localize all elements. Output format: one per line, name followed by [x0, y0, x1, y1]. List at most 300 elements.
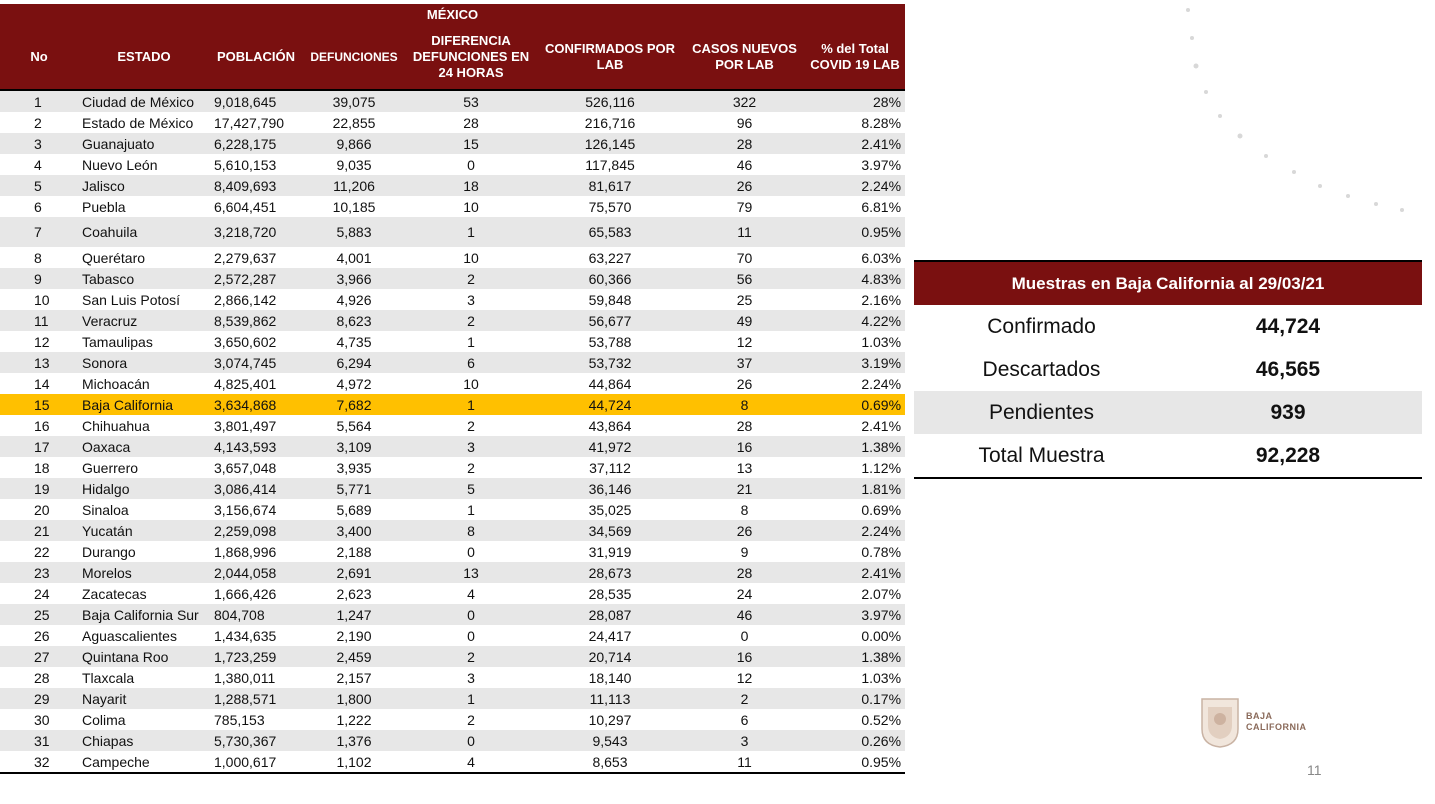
cell-casos-nuevos: 70 [684, 247, 805, 268]
covid-states-table [0, 4, 905, 774]
cell-confirmados: 34,569 [536, 520, 684, 541]
table-row [0, 730, 905, 751]
table-row [0, 310, 905, 331]
cell-poblacion: 3,801,497 [210, 415, 302, 436]
table-row [0, 499, 905, 520]
baja-california-logo [1198, 695, 1307, 749]
cell-confirmados: 9,543 [536, 730, 684, 751]
samples-row-confirmado [914, 305, 1422, 348]
cell-confirmados: 59,848 [536, 289, 684, 310]
cell-casos-nuevos: 3 [684, 730, 805, 751]
cell-casos-nuevos: 25 [684, 289, 805, 310]
cell-casos-nuevos: 28 [684, 415, 805, 436]
cell-pct-total: 2.16% [805, 289, 905, 310]
table-row [0, 247, 905, 268]
cell-estado: Puebla [78, 196, 210, 217]
cell-defunciones: 2,623 [302, 583, 406, 604]
cell-defunciones: 5,689 [302, 499, 406, 520]
logo-line-2: CALIFORNIA [1246, 722, 1307, 732]
table-row [0, 196, 905, 217]
cell-no: 28 [0, 667, 78, 688]
cell-diferencia: 3 [406, 667, 536, 688]
table-row [0, 394, 905, 415]
table-row [0, 562, 905, 583]
cell-casos-nuevos: 13 [684, 457, 805, 478]
cell-diferencia: 3 [406, 289, 536, 310]
cell-no: 15 [0, 394, 78, 415]
cell-estado: Durango [78, 541, 210, 562]
cell-casos-nuevos: 6 [684, 709, 805, 730]
cell-casos-nuevos: 37 [684, 352, 805, 373]
cell-diferencia: 18 [406, 175, 536, 196]
cell-confirmados: 20,714 [536, 646, 684, 667]
samples-panel-title: Muestras en Baja California al 29/03/21 [914, 262, 1422, 305]
table-row [0, 217, 905, 247]
table-title: MÉXICO [0, 4, 905, 25]
cell-pct-total: 0.26% [805, 730, 905, 751]
cell-estado: Estado de México [78, 112, 210, 133]
cell-no: 8 [0, 247, 78, 268]
cell-confirmados: 526,116 [536, 90, 684, 112]
logo-line-1: BAJA [1246, 711, 1273, 721]
cell-diferencia: 1 [406, 331, 536, 352]
cell-confirmados: 65,583 [536, 217, 684, 247]
samples-label: Confirmado [987, 314, 1096, 338]
cell-estado: Baja California [78, 394, 210, 415]
cell-pct-total: 0.95% [805, 751, 905, 773]
cell-confirmados: 60,366 [536, 268, 684, 289]
table-row [0, 646, 905, 667]
cell-casos-nuevos: 56 [684, 268, 805, 289]
cell-no: 5 [0, 175, 78, 196]
cell-diferencia: 1 [406, 688, 536, 709]
cell-defunciones: 2,190 [302, 625, 406, 646]
cell-estado: Chiapas [78, 730, 210, 751]
cell-pct-total: 1.03% [805, 331, 905, 352]
cell-estado: Quintana Roo [78, 646, 210, 667]
cell-poblacion: 785,153 [210, 709, 302, 730]
cell-poblacion: 4,825,401 [210, 373, 302, 394]
cell-estado: Jalisco [78, 175, 210, 196]
cell-casos-nuevos: 11 [684, 217, 805, 247]
cell-confirmados: 63,227 [536, 247, 684, 268]
cell-no: 22 [0, 541, 78, 562]
header-no: No [0, 25, 78, 90]
cell-estado: Nuevo León [78, 154, 210, 175]
cell-defunciones: 3,935 [302, 457, 406, 478]
cell-no: 24 [0, 583, 78, 604]
table-row [0, 604, 905, 625]
cell-diferencia: 1 [406, 499, 536, 520]
cell-no: 30 [0, 709, 78, 730]
cell-confirmados: 216,716 [536, 112, 684, 133]
table-row [0, 154, 905, 175]
cell-no: 16 [0, 415, 78, 436]
header-pct-total: % del Total COVID 19 LAB [805, 25, 905, 90]
table-row [0, 331, 905, 352]
header-confirmados: CONFIRMADOS POR LAB [536, 25, 684, 90]
cell-diferencia: 4 [406, 751, 536, 773]
cell-confirmados: 44,724 [536, 394, 684, 415]
cell-estado: Baja California Sur [78, 604, 210, 625]
cell-poblacion: 2,572,287 [210, 268, 302, 289]
cell-diferencia: 13 [406, 562, 536, 583]
cell-estado: Chihuahua [78, 415, 210, 436]
table-row [0, 268, 905, 289]
cell-pct-total: 2.24% [805, 175, 905, 196]
cell-defunciones: 1,247 [302, 604, 406, 625]
cell-defunciones: 4,735 [302, 331, 406, 352]
cell-pct-total: 2.24% [805, 373, 905, 394]
cell-confirmados: 8,653 [536, 751, 684, 773]
cell-confirmados: 28,673 [536, 562, 684, 583]
cell-no: 19 [0, 478, 78, 499]
cell-poblacion: 8,409,693 [210, 175, 302, 196]
table-row [0, 373, 905, 394]
cell-no: 23 [0, 562, 78, 583]
cell-poblacion: 1,666,426 [210, 583, 302, 604]
cell-no: 18 [0, 457, 78, 478]
cell-confirmados: 11,113 [536, 688, 684, 709]
cell-defunciones: 1,102 [302, 751, 406, 773]
cell-poblacion: 5,610,153 [210, 154, 302, 175]
cell-defunciones: 7,682 [302, 394, 406, 415]
cell-diferencia: 1 [406, 217, 536, 247]
cell-defunciones: 1,800 [302, 688, 406, 709]
cell-casos-nuevos: 16 [684, 646, 805, 667]
cell-pct-total: 6.81% [805, 196, 905, 217]
cell-diferencia: 2 [406, 709, 536, 730]
cell-no: 6 [0, 196, 78, 217]
cell-defunciones: 5,564 [302, 415, 406, 436]
cell-defunciones: 22,855 [302, 112, 406, 133]
cell-no: 3 [0, 133, 78, 154]
baja-california-samples-panel [914, 260, 1422, 479]
cell-estado: Colima [78, 709, 210, 730]
cell-pct-total: 1.38% [805, 436, 905, 457]
cell-estado: Hidalgo [78, 478, 210, 499]
cell-confirmados: 35,025 [536, 499, 684, 520]
page-number: 11 [1307, 762, 1322, 778]
cell-casos-nuevos: 26 [684, 373, 805, 394]
cell-no: 17 [0, 436, 78, 457]
cell-no: 27 [0, 646, 78, 667]
cell-poblacion: 3,218,720 [210, 217, 302, 247]
cell-diferencia: 2 [406, 457, 536, 478]
cell-diferencia: 0 [406, 604, 536, 625]
decorative-dots [1170, 0, 1430, 230]
table-row [0, 289, 905, 310]
cell-pct-total: 4.22% [805, 310, 905, 331]
cell-poblacion: 1,868,996 [210, 541, 302, 562]
cell-defunciones: 1,376 [302, 730, 406, 751]
cell-casos-nuevos: 12 [684, 667, 805, 688]
cell-pct-total: 1.81% [805, 478, 905, 499]
table-row [0, 541, 905, 562]
table-row [0, 112, 905, 133]
cell-poblacion: 3,650,602 [210, 331, 302, 352]
header-estado: ESTADO [78, 25, 210, 90]
cell-poblacion: 2,866,142 [210, 289, 302, 310]
cell-confirmados: 10,297 [536, 709, 684, 730]
cell-diferencia: 2 [406, 310, 536, 331]
cell-casos-nuevos: 8 [684, 394, 805, 415]
samples-label: Total Muestra [978, 443, 1105, 467]
cell-casos-nuevos: 21 [684, 478, 805, 499]
samples-value: 939 [1270, 400, 1306, 424]
cell-poblacion: 3,086,414 [210, 478, 302, 499]
cell-poblacion: 3,634,868 [210, 394, 302, 415]
cell-defunciones: 2,188 [302, 541, 406, 562]
cell-diferencia: 15 [406, 133, 536, 154]
cell-estado: Campeche [78, 751, 210, 773]
cell-pct-total: 2.41% [805, 133, 905, 154]
cell-poblacion: 6,604,451 [210, 196, 302, 217]
cell-estado: Veracruz [78, 310, 210, 331]
cell-defunciones: 3,109 [302, 436, 406, 457]
cell-no: 11 [0, 310, 78, 331]
logo-text [1246, 711, 1307, 733]
cell-poblacion: 1,434,635 [210, 625, 302, 646]
cell-poblacion: 3,074,745 [210, 352, 302, 373]
cell-estado: Nayarit [78, 688, 210, 709]
cell-casos-nuevos: 49 [684, 310, 805, 331]
cell-confirmados: 41,972 [536, 436, 684, 457]
cell-estado: Sonora [78, 352, 210, 373]
cell-estado: Morelos [78, 562, 210, 583]
cell-defunciones: 8,623 [302, 310, 406, 331]
cell-casos-nuevos: 322 [684, 90, 805, 112]
cell-diferencia: 1 [406, 394, 536, 415]
table-row [0, 457, 905, 478]
state-seal-icon [1198, 695, 1242, 749]
cell-poblacion: 17,427,790 [210, 112, 302, 133]
cell-poblacion: 4,143,593 [210, 436, 302, 457]
cell-estado: Ciudad de México [78, 90, 210, 112]
cell-confirmados: 24,417 [536, 625, 684, 646]
cell-casos-nuevos: 46 [684, 604, 805, 625]
cell-pct-total: 4.83% [805, 268, 905, 289]
cell-diferencia: 10 [406, 196, 536, 217]
cell-diferencia: 0 [406, 541, 536, 562]
cell-casos-nuevos: 26 [684, 520, 805, 541]
table-row [0, 625, 905, 646]
cell-estado: Zacatecas [78, 583, 210, 604]
cell-defunciones: 2,459 [302, 646, 406, 667]
cell-confirmados: 117,845 [536, 154, 684, 175]
cell-pct-total: 2.41% [805, 415, 905, 436]
cell-pct-total: 0.52% [805, 709, 905, 730]
cell-no: 32 [0, 751, 78, 773]
cell-estado: Querétaro [78, 247, 210, 268]
cell-no: 25 [0, 604, 78, 625]
cell-no: 26 [0, 625, 78, 646]
header-poblacion: POBLACIÓN [210, 25, 302, 90]
cell-poblacion: 8,539,862 [210, 310, 302, 331]
samples-row-total [914, 434, 1422, 477]
cell-confirmados: 28,535 [536, 583, 684, 604]
cell-estado: Tamaulipas [78, 331, 210, 352]
table-row [0, 436, 905, 457]
cell-diferencia: 0 [406, 730, 536, 751]
cell-casos-nuevos: 26 [684, 175, 805, 196]
cell-diferencia: 53 [406, 90, 536, 112]
table-row [0, 583, 905, 604]
cell-confirmados: 44,864 [536, 373, 684, 394]
cell-poblacion: 1,000,617 [210, 751, 302, 773]
cell-pct-total: 1.03% [805, 667, 905, 688]
cell-confirmados: 37,112 [536, 457, 684, 478]
cell-estado: Aguascalientes [78, 625, 210, 646]
cell-defunciones: 5,883 [302, 217, 406, 247]
cell-casos-nuevos: 28 [684, 133, 805, 154]
cell-casos-nuevos: 9 [684, 541, 805, 562]
cell-diferencia: 2 [406, 415, 536, 436]
cell-confirmados: 126,145 [536, 133, 684, 154]
cell-pct-total: 2.07% [805, 583, 905, 604]
cell-defunciones: 4,001 [302, 247, 406, 268]
cell-confirmados: 28,087 [536, 604, 684, 625]
cell-confirmados: 81,617 [536, 175, 684, 196]
cell-defunciones: 5,771 [302, 478, 406, 499]
cell-poblacion: 804,708 [210, 604, 302, 625]
samples-label: Descartados [982, 357, 1101, 381]
cell-confirmados: 75,570 [536, 196, 684, 217]
cell-confirmados: 36,146 [536, 478, 684, 499]
samples-value: 44,724 [1255, 314, 1321, 338]
cell-pct-total: 0.69% [805, 394, 905, 415]
cell-pct-total: 3.19% [805, 352, 905, 373]
cell-poblacion: 9,018,645 [210, 90, 302, 112]
cell-pct-total: 1.38% [805, 646, 905, 667]
table-row [0, 667, 905, 688]
cell-pct-total: 0.17% [805, 688, 905, 709]
cell-estado: Tlaxcala [78, 667, 210, 688]
cell-defunciones: 10,185 [302, 196, 406, 217]
cell-defunciones: 4,972 [302, 373, 406, 394]
cell-poblacion: 3,156,674 [210, 499, 302, 520]
cell-poblacion: 1,288,571 [210, 688, 302, 709]
header-defunciones: DEFUNCIONES [302, 25, 406, 90]
cell-no: 14 [0, 373, 78, 394]
cell-no: 20 [0, 499, 78, 520]
cell-defunciones: 2,157 [302, 667, 406, 688]
cell-estado: Coahuila [78, 217, 210, 247]
samples-value: 46,565 [1255, 357, 1321, 381]
table-row [0, 520, 905, 541]
cell-pct-total: 1.12% [805, 457, 905, 478]
cell-diferencia: 0 [406, 154, 536, 175]
cell-no: 21 [0, 520, 78, 541]
cell-defunciones: 9,866 [302, 133, 406, 154]
cell-defunciones: 4,926 [302, 289, 406, 310]
cell-poblacion: 2,259,098 [210, 520, 302, 541]
table-row [0, 709, 905, 730]
cell-estado: Oaxaca [78, 436, 210, 457]
cell-estado: Tabasco [78, 268, 210, 289]
cell-confirmados: 53,732 [536, 352, 684, 373]
cell-pct-total: 0.78% [805, 541, 905, 562]
header-diferencia: DIFERENCIA DEFUNCIONES EN 24 HORAS [406, 25, 536, 90]
cell-poblacion: 1,723,259 [210, 646, 302, 667]
cell-defunciones: 1,222 [302, 709, 406, 730]
cell-confirmados: 53,788 [536, 331, 684, 352]
table-row [0, 175, 905, 196]
table-row [0, 90, 905, 112]
cell-pct-total: 2.24% [805, 520, 905, 541]
cell-no: 4 [0, 154, 78, 175]
table-row [0, 352, 905, 373]
cell-poblacion: 6,228,175 [210, 133, 302, 154]
cell-casos-nuevos: 16 [684, 436, 805, 457]
cell-pct-total: 0.95% [805, 217, 905, 247]
cell-casos-nuevos: 11 [684, 751, 805, 773]
cell-poblacion: 5,730,367 [210, 730, 302, 751]
cell-pct-total: 28% [805, 90, 905, 112]
cell-poblacion: 1,380,011 [210, 667, 302, 688]
cell-casos-nuevos: 8 [684, 499, 805, 520]
cell-diferencia: 4 [406, 583, 536, 604]
cell-no: 10 [0, 289, 78, 310]
table-body [0, 90, 905, 773]
cell-estado: Yucatán [78, 520, 210, 541]
cell-diferencia: 2 [406, 268, 536, 289]
samples-value: 92,228 [1255, 443, 1321, 467]
header-casos-nuevos: CASOS NUEVOS POR LAB [684, 25, 805, 90]
cell-casos-nuevos: 2 [684, 688, 805, 709]
cell-poblacion: 2,044,058 [210, 562, 302, 583]
samples-row-descartados [914, 348, 1422, 391]
cell-confirmados: 18,140 [536, 667, 684, 688]
cell-defunciones: 11,206 [302, 175, 406, 196]
cell-diferencia: 6 [406, 352, 536, 373]
cell-poblacion: 3,657,048 [210, 457, 302, 478]
cell-no: 31 [0, 730, 78, 751]
cell-confirmados: 31,919 [536, 541, 684, 562]
cell-no: 1 [0, 90, 78, 112]
cell-poblacion: 2,279,637 [210, 247, 302, 268]
cell-defunciones: 9,035 [302, 154, 406, 175]
cell-diferencia: 28 [406, 112, 536, 133]
cell-diferencia: 10 [406, 247, 536, 268]
cell-no: 9 [0, 268, 78, 289]
cell-casos-nuevos: 28 [684, 562, 805, 583]
cell-defunciones: 3,400 [302, 520, 406, 541]
cell-defunciones: 2,691 [302, 562, 406, 583]
cell-pct-total: 6.03% [805, 247, 905, 268]
table-row [0, 688, 905, 709]
table-row [0, 133, 905, 154]
cell-casos-nuevos: 0 [684, 625, 805, 646]
cell-no: 7 [0, 217, 78, 247]
cell-estado: San Luis Potosí [78, 289, 210, 310]
cell-pct-total: 0.00% [805, 625, 905, 646]
cell-estado: Guerrero [78, 457, 210, 478]
cell-pct-total: 2.41% [805, 562, 905, 583]
cell-defunciones: 6,294 [302, 352, 406, 373]
cell-estado: Michoacán [78, 373, 210, 394]
cell-diferencia: 8 [406, 520, 536, 541]
cell-estado: Guanajuato [78, 133, 210, 154]
cell-casos-nuevos: 46 [684, 154, 805, 175]
cell-diferencia: 10 [406, 373, 536, 394]
cell-casos-nuevos: 24 [684, 583, 805, 604]
cell-pct-total: 3.97% [805, 154, 905, 175]
samples-label: Pendientes [988, 400, 1095, 424]
cell-confirmados: 43,864 [536, 415, 684, 436]
cell-defunciones: 3,966 [302, 268, 406, 289]
cell-diferencia: 3 [406, 436, 536, 457]
